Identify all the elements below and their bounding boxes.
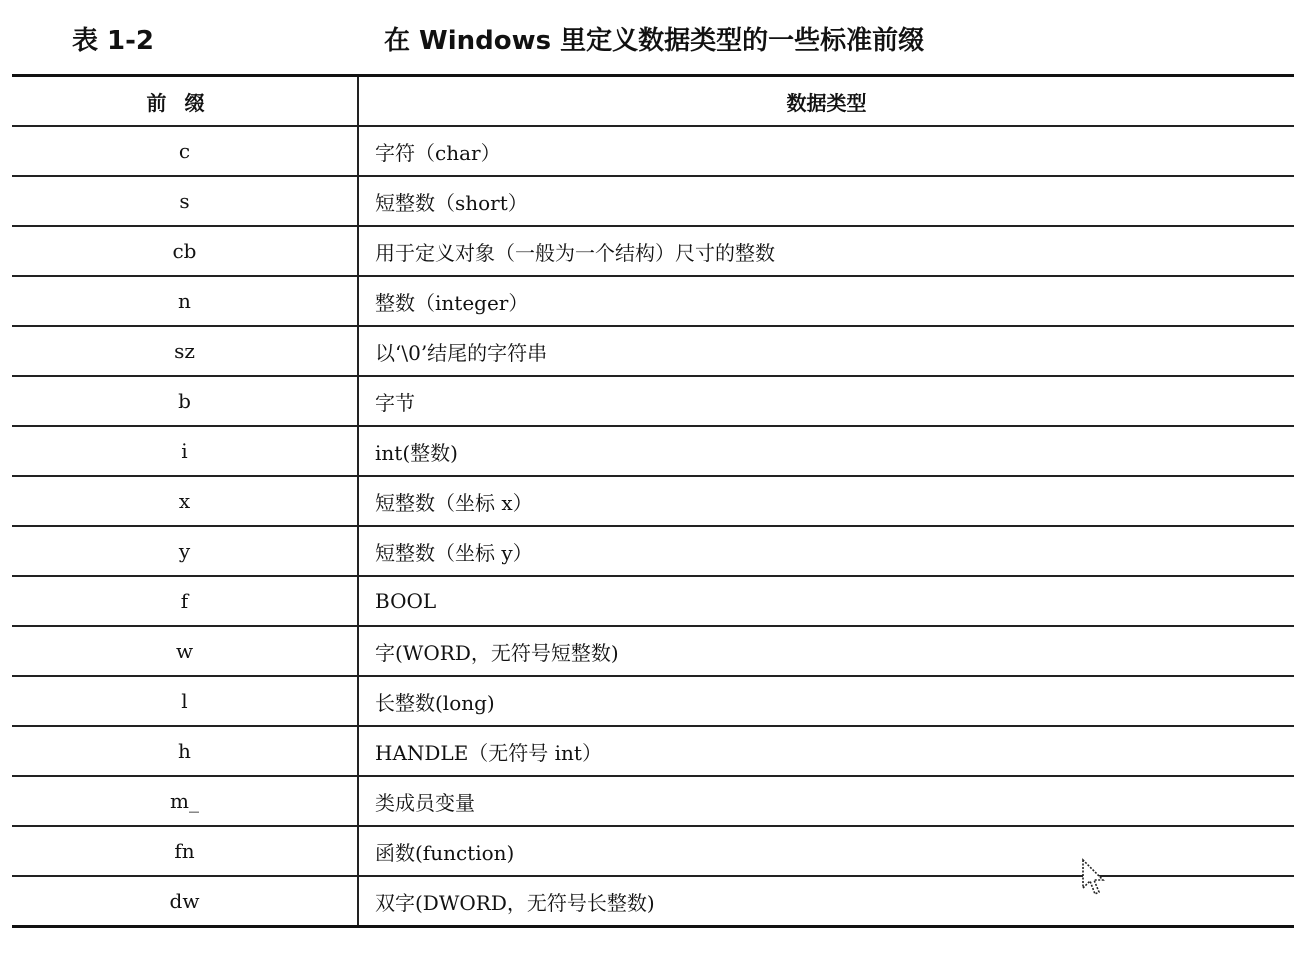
prefix-cell: sz xyxy=(12,326,358,376)
data-type-cell: 双字(DWORD，无符号长整数) xyxy=(358,876,1294,927)
prefix-cell: n xyxy=(12,276,358,326)
prefix-cell: fn xyxy=(12,826,358,876)
data-type-cell: int(整数) xyxy=(358,426,1294,476)
table-caption xyxy=(0,18,1309,58)
prefix-cell: dw xyxy=(12,876,358,927)
data-type-cell: 短整数（坐标 x） xyxy=(358,476,1294,526)
header-row xyxy=(12,76,1294,127)
header-data-type: 数据类型 xyxy=(358,76,1294,127)
table-body xyxy=(12,126,1294,927)
data-type-cell: 函数(function) xyxy=(358,826,1294,876)
header-prefix: 前缀 xyxy=(12,76,358,127)
data-type-cell: 以‘\0’结尾的字符串 xyxy=(358,326,1294,376)
prefix-cell: s xyxy=(12,176,358,226)
prefix-cell: x xyxy=(12,476,358,526)
prefix-cell: m_ xyxy=(12,776,358,826)
table-row xyxy=(12,276,1294,326)
data-type-cell: 字节 xyxy=(358,376,1294,426)
prefix-cell: h xyxy=(12,726,358,776)
table-row xyxy=(12,776,1294,826)
table-row xyxy=(12,376,1294,426)
table-row xyxy=(12,126,1294,176)
table-row xyxy=(12,676,1294,726)
data-type-cell: 字(WORD，无符号短整数) xyxy=(358,626,1294,676)
table-row xyxy=(12,176,1294,226)
prefix-table-container xyxy=(12,74,1294,928)
data-type-cell: 字符（char） xyxy=(358,126,1294,176)
table-row xyxy=(12,626,1294,676)
prefix-cell: l xyxy=(12,676,358,726)
table-number: 表 1-2 xyxy=(72,26,155,56)
data-type-cell: 用于定义对象（一般为一个结构）尺寸的整数 xyxy=(358,226,1294,276)
data-type-cell: 短整数（坐标 y） xyxy=(358,526,1294,576)
table-row xyxy=(12,526,1294,576)
data-type-cell: 短整数（short） xyxy=(358,176,1294,226)
prefix-table xyxy=(12,74,1294,928)
table-row xyxy=(12,426,1294,476)
data-type-cell: 长整数(long) xyxy=(358,676,1294,726)
prefix-cell: c xyxy=(12,126,358,176)
data-type-cell: 整数（integer） xyxy=(358,276,1294,326)
table-row xyxy=(12,576,1294,626)
table-row xyxy=(12,726,1294,776)
table-row xyxy=(12,226,1294,276)
mouse-pointer-icon xyxy=(1080,858,1106,898)
table-row xyxy=(12,476,1294,526)
prefix-cell: w xyxy=(12,626,358,676)
table-title: 在 Windows 里定义数据类型的一些标准前缀 xyxy=(384,26,925,56)
data-type-cell: HANDLE（无符号 int） xyxy=(358,726,1294,776)
prefix-cell: cb xyxy=(12,226,358,276)
prefix-cell: b xyxy=(12,376,358,426)
data-type-cell: 类成员变量 xyxy=(358,776,1294,826)
prefix-cell: y xyxy=(12,526,358,576)
prefix-cell: i xyxy=(12,426,358,476)
table-row xyxy=(12,326,1294,376)
prefix-cell: f xyxy=(12,576,358,626)
data-type-cell: BOOL xyxy=(358,576,1294,626)
